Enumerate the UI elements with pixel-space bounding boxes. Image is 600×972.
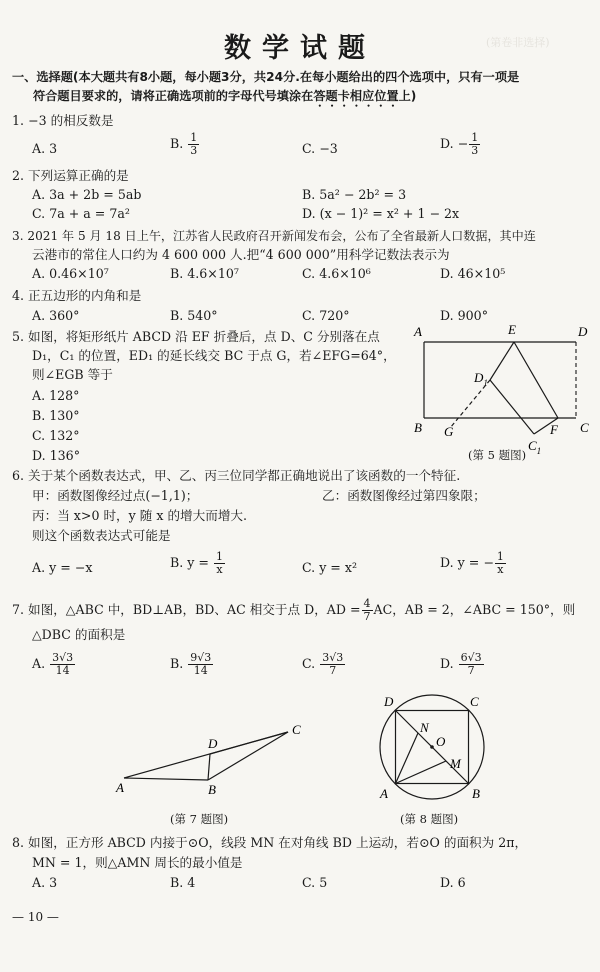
- segment-am: [396, 761, 447, 784]
- q7-b-label: B.: [170, 656, 184, 671]
- q6-line-4: 则这个函数表达式可能是: [32, 528, 171, 543]
- q3-option-d[interactable]: D. 46×10⁵: [440, 266, 506, 281]
- page-title: 数学试题: [224, 33, 376, 64]
- q1-option-a[interactable]: A. 3: [32, 141, 58, 156]
- label-c1-main: C: [528, 438, 537, 453]
- q7-option-d[interactable]: [440, 652, 485, 677]
- numerator: 4: [363, 597, 371, 610]
- q6-option-c[interactable]: C. y = x²: [302, 560, 358, 575]
- q2-stem: 2. 下列运算正确的是: [12, 168, 129, 183]
- label-a: A: [116, 780, 124, 795]
- section-text-end: 上): [398, 89, 417, 103]
- segment-bd: [208, 754, 210, 780]
- q1-option-d[interactable]: [440, 132, 481, 157]
- q7-a-label: A.: [32, 656, 46, 671]
- fraction: [469, 132, 480, 157]
- q1-d-label: D. −: [440, 136, 469, 151]
- q6-option-a[interactable]: A. y = −x: [32, 560, 93, 575]
- label-a: A: [414, 324, 422, 339]
- denominator: 3: [471, 144, 479, 157]
- label-n: N: [420, 720, 429, 735]
- q6-yi: 乙：函数图像经过第四象限；: [322, 488, 486, 503]
- numerator: 6√3: [460, 651, 482, 664]
- q4-stem: 4. 正五边形的内角和是: [12, 288, 142, 303]
- denominator: 14: [193, 664, 208, 677]
- q5-figure: [410, 320, 595, 460]
- segment-ab: [124, 778, 208, 780]
- q7-c-label: C.: [302, 656, 316, 671]
- q7-line-2: △DBC 的面积是: [32, 627, 126, 642]
- q2-option-c[interactable]: C. 7a + a = 7a²: [32, 206, 130, 221]
- denominator: 7: [467, 664, 475, 677]
- q4-option-b[interactable]: B. 540°: [170, 308, 218, 323]
- q6-bing: 丙：当 x>0 时，y 随 x 的增大而增大.: [32, 508, 248, 523]
- numerator: 3√3: [52, 651, 74, 664]
- q5-option-b[interactable]: B. 130°: [32, 408, 80, 423]
- label-c1: [528, 438, 541, 456]
- segment-an: [396, 733, 419, 784]
- q5-option-c[interactable]: C. 132°: [32, 428, 80, 443]
- q3-option-a[interactable]: A. 0.46×10⁷: [32, 266, 109, 281]
- q6-d-label: D. y = −: [440, 555, 494, 570]
- q3-option-b[interactable]: B. 4.6×10⁷: [170, 266, 239, 281]
- emphasized-text: 答题卡相应位置: [313, 89, 399, 103]
- q8-figure: [366, 688, 500, 806]
- q8-caption: (第 8 题图): [400, 812, 459, 826]
- q7-option-c[interactable]: [302, 652, 346, 677]
- numerator: 1: [471, 131, 479, 144]
- q4-option-a[interactable]: A. 360°: [32, 308, 80, 323]
- edge-d1c1: [490, 380, 534, 434]
- q7-option-a[interactable]: [32, 652, 76, 677]
- q8-option-a[interactable]: A. 3: [32, 875, 58, 890]
- q5-line-2: D₁，C₁ 的位置，ED₁ 的延长线交 BC 于点 G，若∠EFG=64°，: [32, 348, 396, 363]
- q1-stem: 1. −3 的相反数是: [12, 113, 114, 128]
- fraction: [50, 652, 75, 677]
- q7-line-1-a: 7. 如图，△ABC 中，BD⊥AB，BD、AC 相交于点 D，AD =: [12, 602, 361, 617]
- label-c: C: [470, 694, 479, 709]
- label-d1-sub: 1: [483, 378, 488, 388]
- q1-b-label: B.: [170, 136, 184, 151]
- fraction: [459, 652, 484, 677]
- numerator: 9√3: [190, 651, 212, 664]
- q7-figure: [110, 720, 310, 800]
- q3-line-2: 云港市的常住人口约为 4 600 000 人.把“4 600 000”用科学记数法表示为: [32, 247, 450, 262]
- q6-option-b[interactable]: [170, 551, 226, 576]
- label-o: O: [436, 734, 446, 749]
- q2-option-b[interactable]: B. 5a² − 2b² = 3: [302, 187, 407, 202]
- segment-bc: [208, 732, 288, 780]
- section-line-1: 一、选择题(本大题共有8小题，每小题3分，共24分.在每小题给出的四个选项中，只有一项是: [12, 70, 520, 84]
- label-d1: [473, 370, 488, 388]
- label-a: A: [380, 786, 388, 801]
- fraction: [495, 551, 506, 576]
- denominator: x: [216, 563, 223, 576]
- q6-b-label: B. y =: [170, 555, 209, 570]
- label-b: B: [472, 786, 480, 801]
- label-m: M: [450, 756, 461, 771]
- q1-option-c[interactable]: C. −3: [302, 141, 338, 156]
- q5-line-3: 则∠EGB 等于: [32, 367, 113, 382]
- label-d: D: [578, 324, 588, 339]
- q7-d-label: D.: [440, 656, 454, 671]
- label-b: B: [208, 782, 216, 797]
- label-c1-sub: 1: [536, 446, 542, 456]
- q5-option-a[interactable]: A. 128°: [32, 388, 80, 403]
- fraction: [188, 652, 213, 677]
- q7-line-1: [12, 598, 575, 623]
- numerator: 3√3: [322, 651, 344, 664]
- label-c: C: [292, 722, 301, 737]
- denominator: 7: [329, 664, 337, 677]
- label-c: C: [580, 420, 589, 435]
- q4-option-d[interactable]: D. 900°: [440, 308, 488, 323]
- label-d1-main: D: [474, 370, 484, 385]
- fraction: [320, 652, 345, 677]
- segment-dc: [210, 732, 288, 754]
- denominator: 3: [190, 144, 198, 157]
- fraction: [362, 598, 373, 623]
- q8-option-c[interactable]: C. 5: [302, 875, 328, 890]
- label-b: B: [414, 420, 422, 435]
- section-line-2: [12, 87, 519, 110]
- label-d: D: [208, 736, 218, 751]
- q8-line-2: MN = 1，则△AMN 周长的最小值是: [32, 855, 243, 870]
- q8-line-1: 8. 如图，正方形 ABCD 内接于⊙O，线段 MN 在对角线 BD 上运动，若⊙O 的面积为 2π，: [12, 835, 528, 850]
- fraction: [188, 132, 199, 157]
- q3-option-c[interactable]: C. 4.6×10⁶: [302, 266, 371, 281]
- q1-option-b[interactable]: [170, 132, 200, 157]
- q8-option-b[interactable]: B. 4: [170, 875, 196, 890]
- q3-line-1: 3. 2021 年 5 月 18 日上午，江苏省人民政府召开新闻发布会，公布了全省最新人口数据，其中连: [12, 229, 536, 243]
- section-text: 符合题目要求的，请将正确选项前的字母代号填涂在: [33, 89, 314, 103]
- q5-caption: (第 5 题图): [468, 448, 527, 462]
- fold-line-ef: [514, 342, 558, 418]
- edge-ed1: [490, 342, 514, 380]
- label-e: E: [508, 322, 516, 337]
- q6-line-1: 6. 关于某个函数表达式，甲、乙、丙三位同学都正确地说出了该函数的一个特征.: [12, 468, 461, 483]
- q6-option-d[interactable]: [440, 551, 507, 576]
- numerator: 1: [215, 550, 223, 563]
- q4-option-c[interactable]: C. 720°: [302, 308, 350, 323]
- numerator: 1: [190, 131, 198, 144]
- q7-option-b[interactable]: [170, 652, 214, 677]
- q5-option-d[interactable]: D. 136°: [32, 448, 80, 463]
- q5-line-1: 5. 如图，将矩形纸片 ABCD 沿 EF 折叠后，点 D、C 分别落在点: [12, 329, 380, 344]
- section-heading: [12, 68, 519, 110]
- q7-line-1-b: AC，AB = 2，∠ABC = 150°，则: [373, 602, 576, 617]
- q2-option-a[interactable]: A. 3a + 2b = 5ab: [32, 187, 142, 202]
- denominator: x: [497, 563, 504, 576]
- q8-option-d[interactable]: D. 6: [440, 875, 466, 890]
- q6-jia: 甲：函数图像经过点(−1,1)；: [32, 488, 199, 503]
- center-dot: [430, 745, 434, 749]
- q2-option-d[interactable]: D. (x − 1)² = x² + 1 − 2x: [302, 206, 460, 221]
- q7-caption: (第 7 题图): [170, 812, 229, 826]
- page-number: — 10 —: [12, 910, 59, 924]
- fraction: [214, 551, 225, 576]
- denominator: 14: [55, 664, 70, 677]
- label-f: F: [550, 422, 558, 437]
- label-g: G: [444, 424, 454, 439]
- label-d: D: [384, 694, 394, 709]
- denominator: 7: [363, 610, 371, 623]
- numerator: 1: [496, 550, 504, 563]
